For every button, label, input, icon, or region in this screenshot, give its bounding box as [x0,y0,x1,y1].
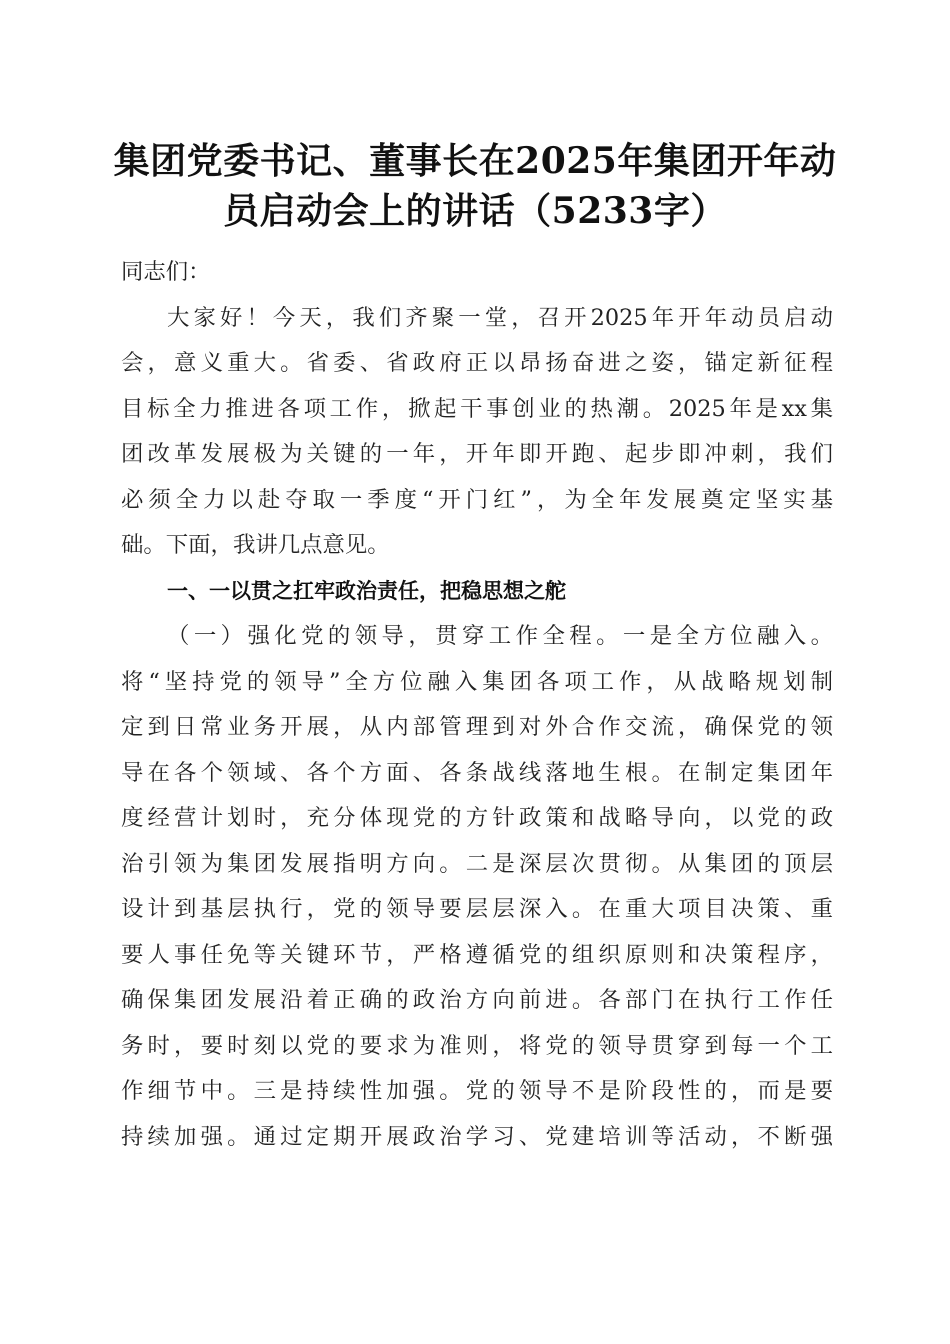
paragraph-line: 团改革发展极为关键的一年，开年即开跑、起步即冲刺，我们 [121,441,833,467]
paragraph-line: 务时，要时刻以党的要求为准则，将党的领导贯穿到每一个工 [121,1032,833,1059]
paragraph-line: 作细节中。三是持续性加强。党的领导不是阶段性的，而是要 [121,1078,833,1104]
section-heading: 一、一以贯之扛牢政治责任，把稳思想之舵 [167,578,566,603]
title-line-2: 员启动会上的讲话（5233字） [223,190,727,232]
paragraph-line: 度经营计划时，充分体现党的方针政策和战略导向，以党的政 [121,805,833,831]
paragraph-line: 目标全力推进各项工作，掀起干事创业的热潮。2025年是xx集 [121,395,833,422]
paragraph-line: 持续加强。通过定期开展政治学习、党建培训等活动，不断强 [121,1123,833,1150]
paragraph-line: 要人事任免等关键环节，严格遵循党的组织原则和决策程序， [121,941,833,968]
paragraph-line: 治引领为集团发展指明方向。二是深层次贯彻。从集团的顶层 [121,850,833,877]
title-line-1: 集团党委书记、董事长在2025年集团开年动 [113,140,837,182]
paragraph-line: 设计到基层执行，党的领导要层层深入。在重大项目决策、重 [121,896,833,922]
document-body [121,250,833,1160]
paragraph-line: 定到日常业务开展，从内部管理到对外合作交流，确保党的领 [121,714,833,740]
paragraph-line: 确保集团发展沿着正确的政治方向前进。各部门在执行工作任 [121,987,833,1013]
paragraph-line: 必须全力以赴夺取一季度“开门红”，为全年发展奠定坚实基 [121,486,833,513]
salutation: 同志们： [121,259,211,285]
paragraph-line: 导在各个领域、各个方面、各条战线落地生根。在制定集团年 [121,759,833,786]
document-title [100,136,850,236]
paragraph-line: 础。下面，我讲几点意见。 [121,532,390,558]
paragraph-line: （一）强化党的领导，贯穿工作全程。一是全方位融入。 [167,623,833,649]
paragraph-line: 会，意义重大。省委、省政府正以昂扬奋进之姿，锚定新征程 [121,350,833,376]
paragraph-line: 大家好！今天，我们齐聚一堂，召开2025年开年动员启动 [167,304,833,331]
paragraph-line: 将“坚持党的领导”全方位融入集团各项工作，从战略规划制 [121,668,833,695]
